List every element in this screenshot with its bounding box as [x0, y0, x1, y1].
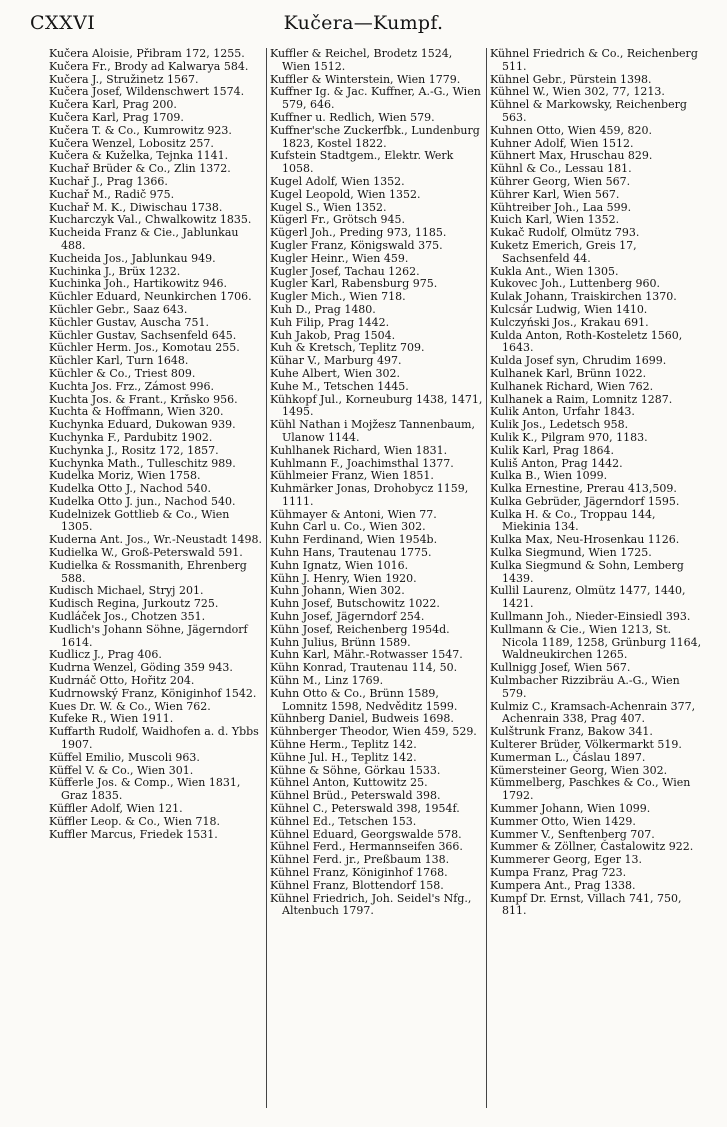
directory-entry: Küchler & Co., Triest 809.: [49, 366, 196, 380]
column-right: [486, 48, 706, 1108]
directory-entry: Kühnberg Daniel, Budweis 1698.: [270, 712, 454, 726]
directory-entry: Kulštrunk Franz, Bakow 341.: [490, 725, 653, 739]
directory-entry: Küchler Gebr., Saaz 643.: [49, 302, 188, 316]
directory-entry: Küchler Eduard, Neunkirchen 1706.: [49, 290, 252, 304]
directory-entry: Kuh Jakob, Prag 1504.: [270, 328, 396, 342]
directory-entry: Kügerl Joh., Preding 973, 1185.: [270, 226, 447, 240]
directory-entry: Kühnel & Markowsky, Reichenberg 563.: [490, 98, 687, 124]
directory-entry: Kulda Josef syn, Chrudim 1699.: [490, 354, 667, 368]
directory-entry: Kulmiz C., Kramsach-Achenrain 377, Achenrain 338, Prag 407.: [490, 699, 696, 726]
directory-entry: Kühkopf Jul., Korneuburg 1438, 1471, 1495.: [270, 392, 483, 419]
directory-entry: Kulik Karl, Prag 1864.: [490, 443, 615, 457]
directory-entry: Kullil Laurenz, Olmütz 1477, 1440, 1421.: [490, 584, 686, 611]
directory-entry: Kulka Ernestine, Prerau 413,509.: [490, 482, 677, 496]
directory-entry: Kulik Jos., Ledetsch 958.: [490, 418, 629, 432]
directory-entry: Kudelka Otto J., Nachod 540.: [49, 482, 211, 496]
directory-entry: Kuhner Adolf, Wien 1512.: [490, 136, 634, 150]
directory-entry: Kuchta Jos. Frz., Zámost 996.: [49, 379, 214, 393]
directory-entry: Kulka Max, Neu-Hrosenkau 1126.: [490, 533, 680, 547]
directory-entry: Küfferle Jos. & Comp., Wien 1831, Graz 1835.: [49, 776, 241, 803]
directory-entry: Kulterer Brüder, Völkermarkt 519.: [490, 738, 682, 752]
directory-entry: Kuffarth Rudolf, Waidhofen a. d. Ybbs 1907.: [49, 725, 259, 752]
directory-entry: Kuffler & Reichel, Brodetz 1524, Wien 1512.: [270, 48, 453, 73]
directory-entry: Kuffner u. Redlich, Wien 579.: [270, 110, 435, 124]
directory-entry: Kühtreiber Joh., Laa 599.: [490, 200, 632, 214]
page-header: [0, 8, 727, 38]
directory-entry: Kuhn Johann, Wien 302.: [270, 584, 405, 598]
directory-entry: Kummer Johann, Wien 1099.: [490, 802, 651, 816]
directory-entry: Kühar V., Marburg 497.: [270, 354, 402, 368]
directory-entry: Kučera T. & Co., Kumrowitz 923.: [49, 123, 232, 137]
directory-entry: Kuchynka Eduard, Dukowan 939.: [49, 418, 236, 432]
directory-entry: Kufeke R., Wien 1911.: [49, 712, 174, 726]
directory-entry: Kudlich's Johann Söhne, Jägerndorf 1614.: [49, 622, 248, 649]
directory-entry: Kuhn Hans, Trautenau 1775.: [270, 546, 432, 560]
directory-entry: Kühnel W., Wien 302, 77, 1213.: [490, 85, 665, 99]
directory-entry: Kühnel Gebr., Pürstein 1398.: [490, 72, 652, 86]
directory-entry: Kullmann Joh., Nieder-Einsiedl 393.: [490, 610, 691, 624]
directory-entry: Kuhlhanek Richard, Wien 1831.: [270, 443, 448, 457]
directory-entry: Kulka B., Wien 1099.: [490, 469, 608, 483]
directory-entry: Kühnel Ferd., Hermannseifen 366.: [270, 840, 463, 854]
directory-entry: Kühn Josef, Reichenberg 1954d.: [270, 622, 450, 636]
directory-entry: Kučera Wenzel, Lobositz 257.: [49, 136, 214, 150]
directory-entry: Kugler Mich., Wien 718.: [270, 290, 406, 304]
directory-entry: Kuh & Kretsch, Teplitz 709.: [270, 341, 425, 355]
directory-entry: Kühn M., Linz 1769.: [270, 674, 384, 688]
directory-entry: Kučera J., Stružinetz 1567.: [49, 72, 199, 86]
directory-entry: Küchler Herm. Jos., Komotau 255.: [49, 341, 240, 355]
directory-entry: Kulka Siegmund & Sohn, Lemberg 1439.: [490, 558, 684, 585]
directory-entry: Kuffner'sche Zuckerfbk., Lundenburg 1823, Kostel 1822.: [270, 123, 480, 150]
directory-entry: Kulka Gebrüder, Jägerndorf 1595.: [490, 494, 680, 508]
directory-entry: Kugler Karl, Rabensburg 975.: [270, 277, 438, 291]
directory-entry: Kümmelberg, Paschkes & Co., Wien 1792.: [490, 776, 691, 803]
directory-entry: Kulda Anton, Roth-Kosteletz 1560, 1643.: [490, 328, 683, 355]
directory-entry: Kulhanek Karl, Brünn 1022.: [490, 366, 647, 380]
directory-entry: Kümersteiner Georg, Wien 302.: [490, 763, 668, 777]
directory-entry: Kudelka Moriz, Wien 1758.: [49, 469, 201, 483]
page-title: Kučera—Kumpf.: [283, 12, 444, 34]
directory-entry: Kulik Anton, Urfahr 1843.: [490, 405, 635, 419]
directory-entry: Kumpa Franz, Prag 723.: [490, 866, 627, 879]
directory-entry: Kuchař M. K., Diwischau 1738.: [49, 200, 223, 214]
directory-entry: Küffel V. & Co., Wien 301.: [49, 763, 194, 777]
directory-entry: Kulhanek Richard, Wien 762.: [490, 379, 654, 393]
directory-entry: Kuchař J., Prag 1366.: [49, 174, 168, 188]
directory-entry: Kuchař M., Radič 975.: [49, 187, 175, 201]
directory-entry: Kühn J. Henry, Wien 1920.: [270, 571, 417, 585]
directory-entry: Kuhn Josef, Jägerndorf 254.: [270, 610, 425, 624]
directory-entry: Kühmayer & Antoni, Wien 77.: [270, 507, 437, 521]
directory-entry: Kühnel Ferd. jr., Preßbaum 138.: [270, 853, 450, 867]
directory-entry: Kullnigg Josef, Wien 567.: [490, 661, 631, 675]
directory-entry: Kuhn Ferdinand, Wien 1954b.: [270, 533, 438, 547]
directory-entry: Kučera Josef, Wildenschwert 1574.: [49, 85, 245, 99]
directory-entry: Kues Dr. W. & Co., Wien 762.: [49, 699, 211, 713]
directory-entry: Kufstein Stadtgem., Elektr. Werk 1058.: [270, 149, 454, 176]
directory-entry: Kuffner Ig. & Jac. Kuffner, A.-G., Wien 579, 646.: [270, 85, 481, 112]
directory-entry: Kučera Aloisie, Přibram 172, 1255.: [49, 48, 245, 60]
directory-entry: Kulka Siegmund, Wien 1725.: [490, 546, 652, 560]
directory-entry: Kuliš Anton, Prag 1442.: [490, 456, 623, 470]
directory-entry: Kulhanek a Raim, Lomnitz 1287.: [490, 392, 673, 406]
directory-entry: Kuh D., Prag 1480.: [270, 302, 376, 316]
directory-entry: Kugler Josef, Tachau 1262.: [270, 264, 420, 278]
directory-entry: Kudisch Regina, Jurkoutz 725.: [49, 597, 219, 611]
directory-entry: Kucharczyk Val., Chwalkowitz 1835.: [49, 213, 252, 227]
directory-entry: Kudielka W., Groß-Peterswald 591.: [49, 546, 243, 560]
directory-entry: Kulcsár Ludwig, Wien 1410.: [490, 302, 648, 316]
directory-entry: Kučera Karl, Prag 1709.: [49, 110, 184, 124]
directory-entry: Kukač Rudolf, Olmütz 793.: [490, 226, 640, 240]
directory-entry: Kührer Georg, Wien 567.: [490, 174, 631, 188]
directory-entry: Kukla Ant., Wien 1305.: [490, 264, 619, 278]
directory-entry: Kuhn Carl u. Co., Wien 302.: [270, 520, 426, 534]
directory-columns: [46, 48, 706, 1108]
directory-entry: Kuchta Jos. & Frant., Krňsko 956.: [49, 392, 238, 406]
directory-entry: Kuhn Josef, Butschowitz 1022.: [270, 597, 440, 611]
directory-entry: Kühnel Friedrich & Co., Reichenberg 511.: [490, 48, 698, 73]
directory-entry: Kuderna Ant. Jos., Wr.-Neustadt 1498.: [49, 533, 262, 547]
directory-entry: Kummer Otto, Wien 1429.: [490, 814, 636, 828]
directory-entry: Kühnl & Co., Lessau 181.: [490, 162, 632, 176]
directory-entry: Kucheida Jos., Jablunkau 949.: [49, 251, 216, 265]
directory-entry: Kučera Fr., Brody ad Kalwarya 584.: [49, 59, 249, 73]
directory-entry: Küchler Karl, Turn 1648.: [49, 354, 189, 368]
directory-entry: Kuffler & Winterstein, Wien 1779.: [270, 72, 461, 86]
directory-entry: Kuketz Emerich, Greis 17, Sachsenfeld 44.: [490, 238, 637, 265]
directory-entry: Kühne Herm., Teplitz 142.: [270, 738, 417, 752]
directory-entry: Küchler Gustav, Auscha 751.: [49, 315, 209, 329]
directory-entry: Kühnel Anton, Kuttowitz 25.: [270, 776, 428, 790]
directory-entry: Kullmann & Cie., Wien 1213, St. Nicola 1189, 1258, Grünburg 1164, Waldneukirchen 1265.: [490, 622, 702, 662]
directory-entry: Kuchinka Joh., Hartikowitz 946.: [49, 277, 228, 291]
directory-entry: Kudielka & Rossmanith, Ehrenberg 588.: [49, 558, 247, 585]
directory-entry: Küffler Adolf, Wien 121.: [49, 802, 183, 816]
directory-entry: Kudelka Otto J. jun., Nachod 540.: [49, 494, 236, 508]
directory-entry: Kummerer Georg, Eger 13.: [490, 853, 642, 867]
directory-entry: Kudrnowský Franz, Königinhof 1542.: [49, 686, 257, 700]
directory-entry: Küffler Leop. & Co., Wien 718.: [49, 814, 220, 828]
directory-entry: Kuhe Albert, Wien 302.: [270, 366, 401, 380]
directory-entry: Kugel Adolf, Wien 1352.: [270, 174, 405, 188]
directory-entry: Kulik K., Pilgram 970, 1183.: [490, 430, 648, 444]
directory-entry: Kuhn Karl, Mähr.-Rotwasser 1547.: [270, 648, 463, 662]
column-middle: [266, 48, 486, 1108]
directory-entry: Kühnel Franz, Königinhof 1768.: [270, 866, 448, 879]
directory-entry: Kugel S., Wien 1352.: [270, 200, 387, 214]
directory-entry: Kudisch Michael, Stryj 201.: [49, 584, 204, 598]
directory-entry: Kuhn Otto & Co., Brünn 1589, Lomnitz 1598, Nedvěditz 1599.: [270, 686, 458, 713]
directory-entry: Kuchynka J., Rositz 172, 1857.: [49, 443, 219, 457]
directory-entry: Kudlicz J., Prag 406.: [49, 648, 162, 662]
directory-entry: Kuhn Julius, Brünn 1589.: [270, 635, 411, 649]
directory-entry: Kuchař Brüder & Co., Zlin 1372.: [49, 162, 231, 176]
directory-entry: Kulmbacher Rizzibräu A.-G., Wien 579.: [490, 674, 680, 700]
directory-entry: Kugler Franz, Königswald 375.: [270, 238, 443, 252]
directory-entry: Kuich Karl, Wien 1352.: [490, 213, 620, 227]
directory-entry: Kuchinka J., Brüx 1232.: [49, 264, 181, 278]
directory-entry: Kuhmärker Jonas, Drohobycz 1159, 1111.: [270, 482, 469, 508]
directory-entry: Kügerl Fr., Grötsch 945.: [270, 213, 406, 227]
directory-entry: Kucheida Franz & Cie., Jablunkau 488.: [49, 226, 239, 252]
directory-entry: Kührer Karl, Wien 567.: [490, 187, 620, 201]
directory-entry: Küffel Emilio, Muscoli 963.: [49, 750, 200, 764]
directory-entry: Kühnel Eduard, Georgswalde 578.: [270, 827, 462, 841]
directory-entry: Kuchta & Hoffmann, Wien 320.: [49, 405, 224, 419]
directory-entry: Kummer V., Senftenberg 707.: [490, 827, 655, 841]
directory-entry: Kuhnen Otto, Wien 459, 820.: [490, 123, 652, 137]
directory-entry: Kühnel Franz, Blottendorf 158.: [270, 878, 444, 892]
directory-entry: Kühlmeier Franz, Wien 1851.: [270, 469, 434, 483]
directory-entry: Kuh Filip, Prag 1442.: [270, 315, 390, 329]
directory-entry: Kudláček Jos., Chotzen 351.: [49, 610, 206, 624]
directory-entry: Kühne Jul. H., Teplitz 142.: [270, 750, 417, 764]
directory-entry: Kumpf Dr. Ernst, Villach 741, 750, 811.: [490, 891, 682, 918]
directory-entry: Kühnel Friedrich, Joh. Seidel's Nfg., Altenbuch 1797.: [270, 891, 472, 918]
directory-entry: Kugel Leopold, Wien 1352.: [270, 187, 421, 201]
directory-entry: Kudelnizek Gottlieb & Co., Wien 1305.: [49, 507, 230, 534]
directory-entry: Kulak Johann, Traiskirchen 1370.: [490, 290, 677, 304]
directory-entry: Kühnel C., Peterswald 398, 1954f.: [270, 802, 460, 816]
column-left: [46, 48, 266, 1108]
directory-entry: Kühnel Brüd., Peterswald 398.: [270, 789, 441, 803]
directory-entry: Kugler Heinr., Wien 459.: [270, 251, 409, 265]
directory-entry: Kummer & Zöllner, Častalowitz 922.: [490, 840, 694, 854]
directory-entry: Kühnel Ed., Tetschen 153.: [270, 814, 417, 828]
directory-entry: Kühnberger Theodor, Wien 459, 529.: [270, 725, 477, 739]
directory-entry: Küchler Gustav, Sachsenfeld 645.: [49, 328, 237, 342]
directory-entry: Kühl Nathan i Mojžesz Tannenbaum, Ulanow 1144.: [270, 418, 475, 444]
directory-entry: Kudrna Wenzel, Göding 359 943.: [49, 661, 233, 675]
directory-entry: Kučera Karl, Prag 200.: [49, 98, 177, 112]
directory-entry: Kühne & Söhne, Görkau 1533.: [270, 763, 441, 777]
directory-entry: Kuchynka Math., Tulleschitz 989.: [49, 456, 236, 470]
directory-entry: Kumpera Ant., Prag 1338.: [490, 878, 636, 892]
directory-entry: Kumerman L., Čáslau 1897.: [490, 750, 646, 764]
directory-entry: Kudrnáč Otto, Hořitz 204.: [49, 674, 195, 688]
directory-entry: Kuchynka F., Pardubitz 1902.: [49, 430, 213, 444]
directory-entry: Kukovec Joh., Luttenberg 960.: [490, 277, 661, 291]
directory-entry: Kulka H. & Co., Troppau 144, Miekinia 134.: [490, 507, 656, 534]
directory-entry: Kühn Konrad, Trautenau 114, 50.: [270, 661, 458, 675]
directory-entry: Kühnert Max, Hruschau 829.: [490, 149, 653, 163]
page-number: CXXVI: [30, 12, 96, 34]
directory-entry: Kulczyński Jos., Krakau 691.: [490, 315, 649, 329]
directory-entry: Kuhlmann F., Joachimsthal 1377.: [270, 456, 454, 470]
directory-entry: Kuffler Marcus, Friedek 1531.: [49, 827, 218, 841]
directory-entry: Kučera & Kuželka, Tejnka 1141.: [49, 149, 229, 163]
directory-entry: Kuhe M., Tetschen 1445.: [270, 379, 409, 393]
directory-entry: Kuhn Ignatz, Wien 1016.: [270, 558, 409, 572]
